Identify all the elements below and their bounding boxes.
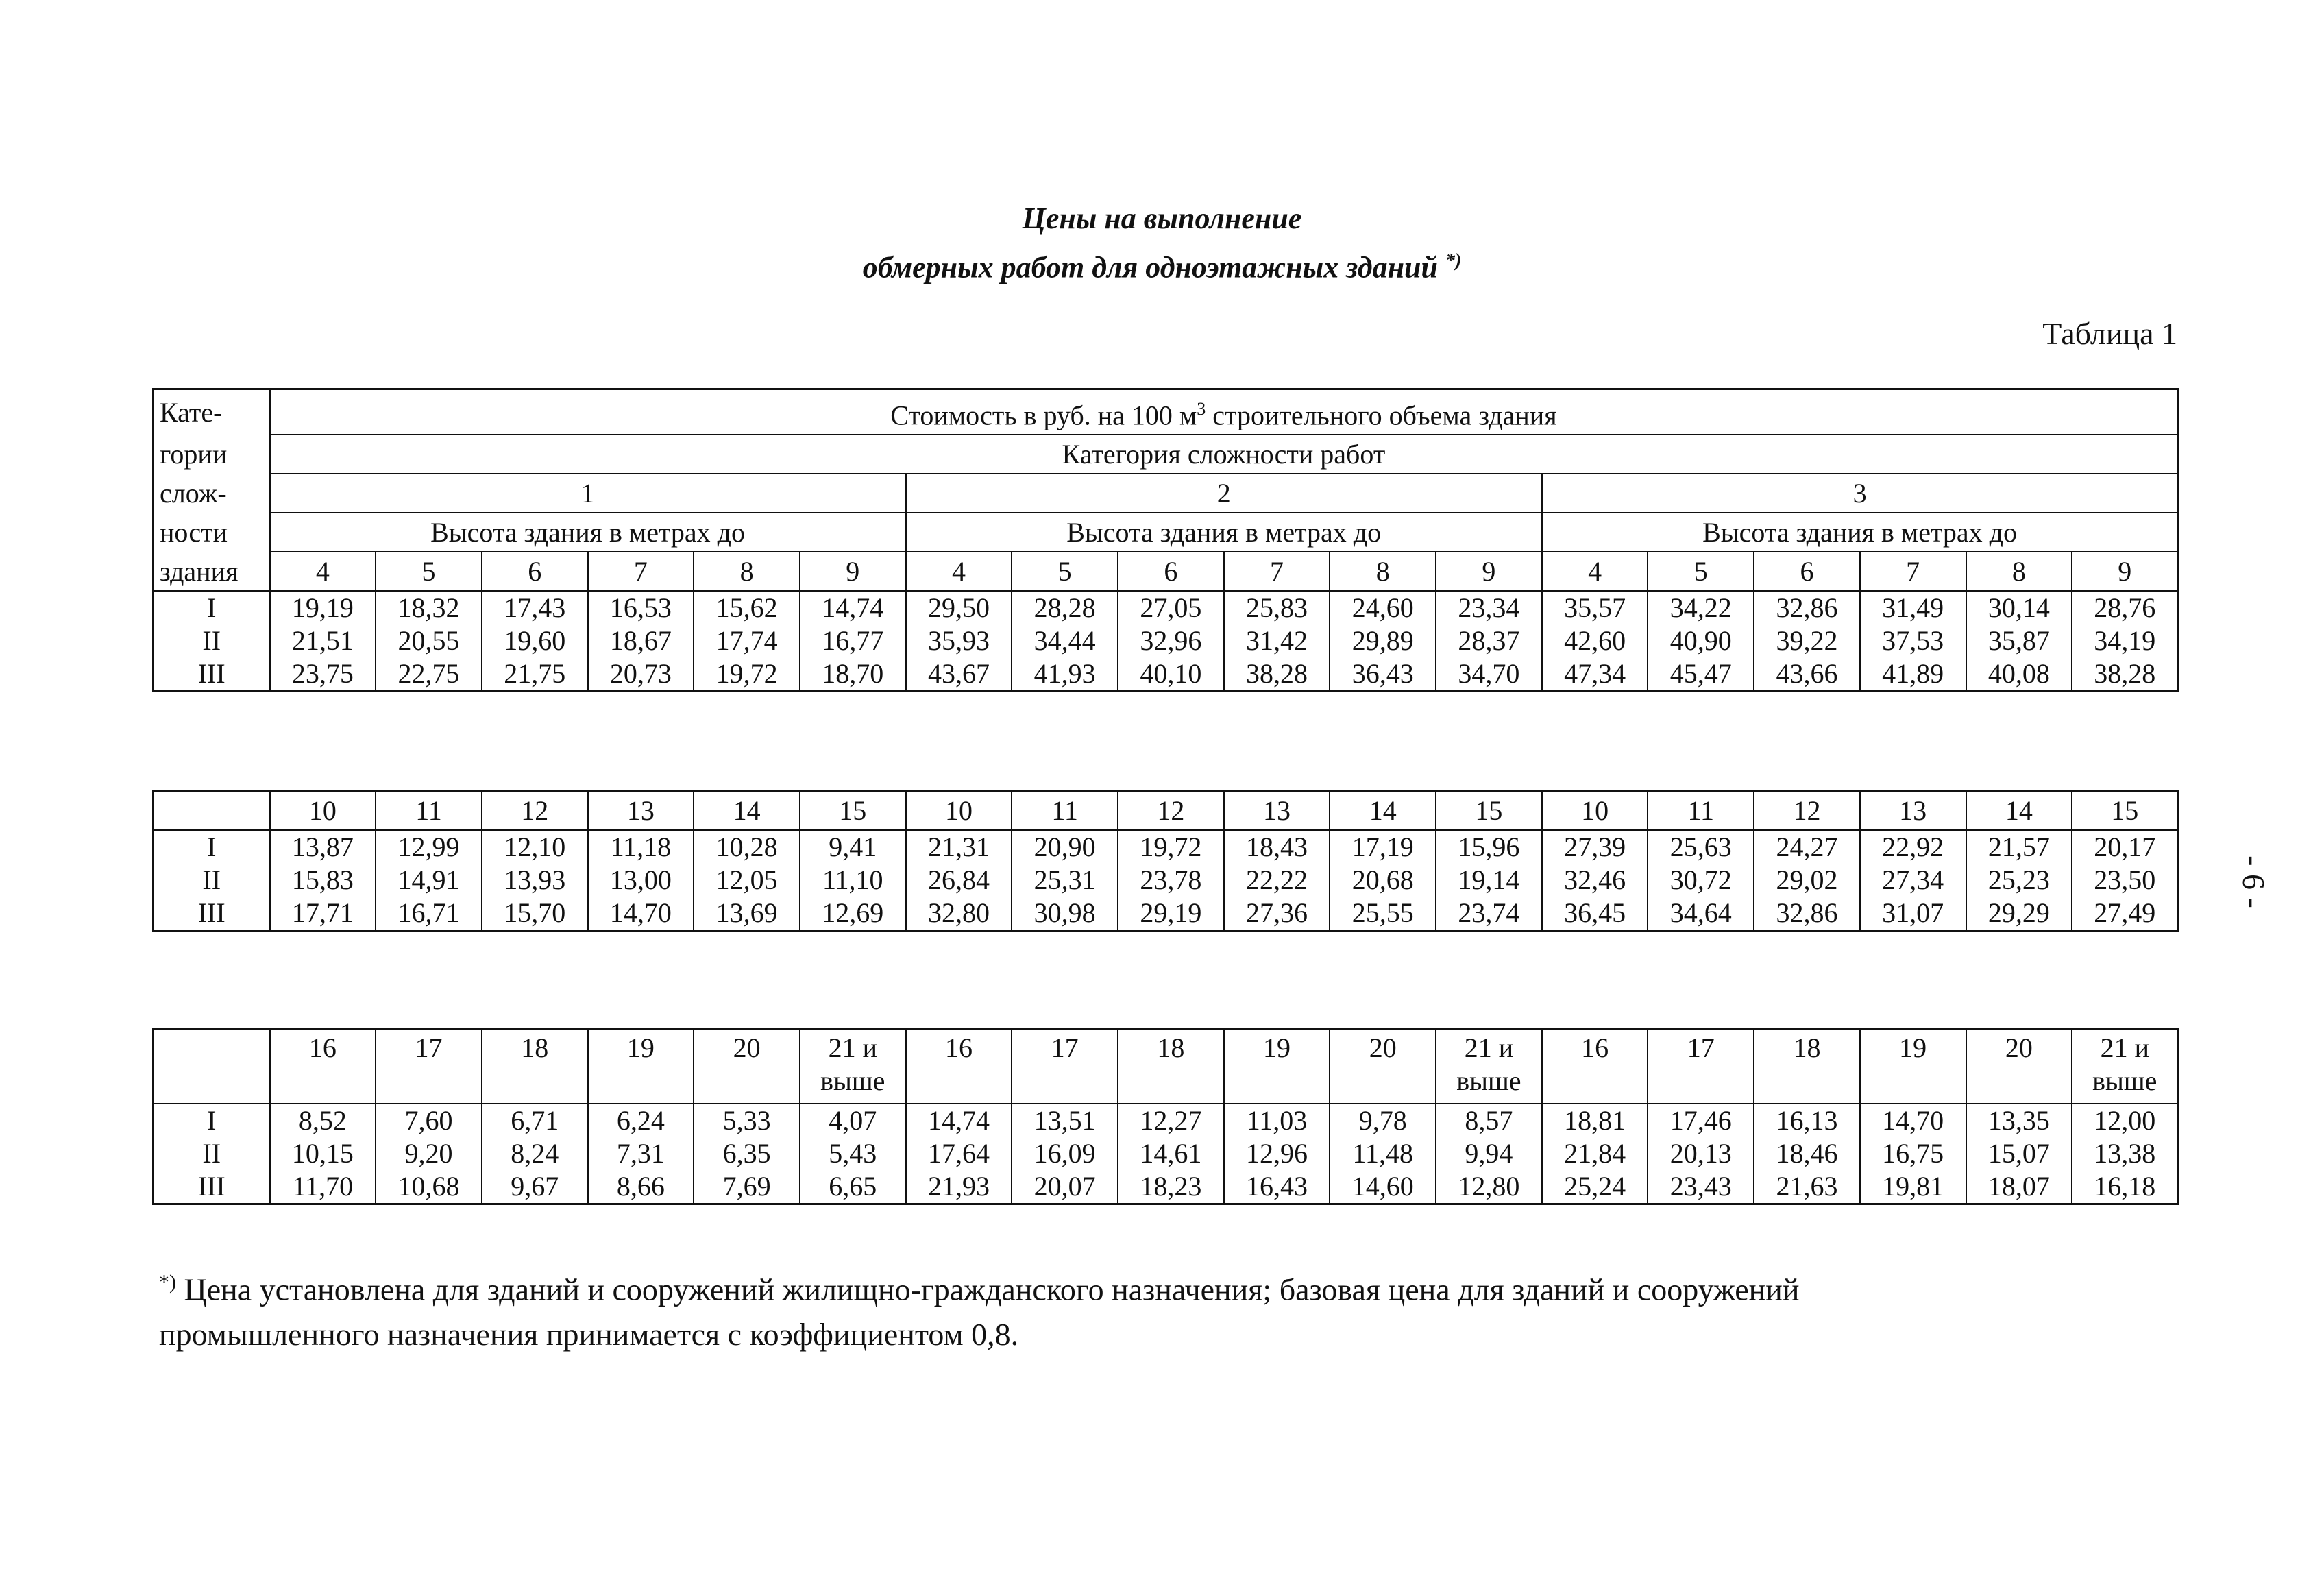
price-cell: 23,74 bbox=[1436, 897, 1542, 931]
complexity-group-3: 3 bbox=[1542, 474, 2178, 513]
price-cell: 19,14 bbox=[1436, 864, 1542, 897]
price-cell: 29,19 bbox=[1118, 897, 1224, 931]
height-header: 18 bbox=[1754, 1030, 1860, 1104]
footnote-mark: *) bbox=[159, 1271, 176, 1294]
price-cell: 9,20 bbox=[376, 1137, 482, 1170]
price-cell: 17,43 bbox=[482, 591, 588, 624]
height-header: 17 bbox=[376, 1030, 482, 1104]
table-row bbox=[154, 624, 2178, 657]
price-cell: 34,70 bbox=[1436, 657, 1542, 692]
price-cell: 12,99 bbox=[376, 830, 482, 864]
empty-corner-cell bbox=[154, 791, 270, 831]
price-cell: 15,07 bbox=[1966, 1137, 2072, 1170]
height-header: 21 и выше bbox=[1436, 1030, 1542, 1104]
row-category: III bbox=[154, 897, 270, 931]
price-cell: 13,35 bbox=[1966, 1104, 2072, 1137]
price-cell: 8,57 bbox=[1436, 1104, 1542, 1137]
price-cell: 21,93 bbox=[906, 1170, 1012, 1204]
price-cell: 21,75 bbox=[482, 657, 588, 692]
price-table-heights-16-21 bbox=[152, 1028, 2179, 1205]
price-cell: 9,67 bbox=[482, 1170, 588, 1204]
price-cell: 12,05 bbox=[694, 864, 800, 897]
price-cell: 27,49 bbox=[2072, 897, 2178, 931]
price-cell: 30,72 bbox=[1648, 864, 1754, 897]
price-cell: 18,07 bbox=[1966, 1170, 2072, 1204]
price-cell: 9,78 bbox=[1330, 1104, 1436, 1137]
price-cell: 28,28 bbox=[1012, 591, 1118, 624]
height-header: 16 bbox=[1542, 1030, 1648, 1104]
price-cell: 18,67 bbox=[588, 624, 694, 657]
price-cell: 27,34 bbox=[1860, 864, 1966, 897]
price-cell: 18,70 bbox=[800, 657, 906, 692]
price-cell: 16,43 bbox=[1224, 1170, 1330, 1204]
height-header: 14 bbox=[1330, 791, 1436, 831]
height-header: 11 bbox=[1012, 791, 1118, 831]
price-cell: 30,98 bbox=[1012, 897, 1118, 931]
height-header: 6 bbox=[1754, 552, 1860, 591]
price-cell: 27,36 bbox=[1224, 897, 1330, 931]
price-cell: 12,69 bbox=[800, 897, 906, 931]
price-cell: 23,43 bbox=[1648, 1170, 1754, 1204]
price-cell: 43,66 bbox=[1754, 657, 1860, 692]
table-row bbox=[154, 1137, 2178, 1170]
price-cell: 17,46 bbox=[1648, 1104, 1754, 1137]
height-header: 9 bbox=[2072, 552, 2178, 591]
table-row bbox=[154, 657, 2178, 692]
price-cell: 21,84 bbox=[1542, 1137, 1648, 1170]
height-header: 15 bbox=[1436, 791, 1542, 831]
height-header: 10 bbox=[270, 791, 376, 831]
price-cell: 18,46 bbox=[1754, 1137, 1860, 1170]
price-cell: 7,60 bbox=[376, 1104, 482, 1137]
table-row bbox=[154, 1104, 2178, 1137]
price-cell: 20,13 bbox=[1648, 1137, 1754, 1170]
price-table-heights-10-15 bbox=[152, 790, 2179, 932]
price-cell: 31,42 bbox=[1224, 624, 1330, 657]
price-cell: 15,83 bbox=[270, 864, 376, 897]
price-cell: 11,18 bbox=[588, 830, 694, 864]
price-cell: 30,14 bbox=[1966, 591, 2072, 624]
height-header: 11 bbox=[1648, 791, 1754, 831]
height-header: 10 bbox=[906, 791, 1012, 831]
price-cell: 6,24 bbox=[588, 1104, 694, 1137]
height-header: 13 bbox=[1224, 791, 1330, 831]
price-cell: 6,65 bbox=[800, 1170, 906, 1204]
category-header-line2: гории bbox=[154, 435, 270, 474]
price-cell: 16,71 bbox=[376, 897, 482, 931]
height-header: 20 bbox=[1330, 1030, 1436, 1104]
price-cell: 23,34 bbox=[1436, 591, 1542, 624]
price-cell: 18,23 bbox=[1118, 1170, 1224, 1204]
table-row bbox=[154, 591, 2178, 624]
height-header: 6 bbox=[482, 552, 588, 591]
height-header: 12 bbox=[482, 791, 588, 831]
price-cell: 20,90 bbox=[1012, 830, 1118, 864]
footnote bbox=[159, 1260, 2181, 1357]
height-header: 21 и выше bbox=[2072, 1030, 2178, 1104]
price-cell: 14,74 bbox=[906, 1104, 1012, 1137]
price-cell: 12,96 bbox=[1224, 1137, 1330, 1170]
price-cell: 38,28 bbox=[1224, 657, 1330, 692]
table-row bbox=[154, 864, 2178, 897]
price-cell: 5,43 bbox=[800, 1137, 906, 1170]
price-cell: 47,34 bbox=[1542, 657, 1648, 692]
page-title-line2 bbox=[0, 241, 2324, 288]
price-cell: 26,84 bbox=[906, 864, 1012, 897]
price-cell: 32,86 bbox=[1754, 591, 1860, 624]
price-cell: 32,80 bbox=[906, 897, 1012, 931]
price-cell: 21,51 bbox=[270, 624, 376, 657]
price-cell: 34,19 bbox=[2072, 624, 2178, 657]
price-cell: 15,62 bbox=[694, 591, 800, 624]
height-header: 19 bbox=[1860, 1030, 1966, 1104]
price-cell: 27,05 bbox=[1118, 591, 1224, 624]
price-cell: 6,71 bbox=[482, 1104, 588, 1137]
height-header: 6 bbox=[1118, 552, 1224, 591]
price-cell: 16,13 bbox=[1754, 1104, 1860, 1137]
height-header: 15 bbox=[2072, 791, 2178, 831]
price-cell: 29,29 bbox=[1966, 897, 2072, 931]
height-label-group-2: Высота здания в метрах до bbox=[906, 513, 1542, 552]
price-cell: 25,24 bbox=[1542, 1170, 1648, 1204]
price-cell: 19,19 bbox=[270, 591, 376, 624]
price-cell: 13,87 bbox=[270, 830, 376, 864]
price-cell: 28,76 bbox=[2072, 591, 2178, 624]
price-cell: 25,55 bbox=[1330, 897, 1436, 931]
price-cell: 12,80 bbox=[1436, 1170, 1542, 1204]
complexity-header: Категория сложности работ bbox=[270, 435, 2178, 474]
price-cell: 8,66 bbox=[588, 1170, 694, 1204]
price-cell: 11,03 bbox=[1224, 1104, 1330, 1137]
price-cell: 8,24 bbox=[482, 1137, 588, 1170]
row-category: I bbox=[154, 1104, 270, 1137]
height-header: 16 bbox=[906, 1030, 1012, 1104]
price-cell: 18,32 bbox=[376, 591, 482, 624]
price-cell: 13,38 bbox=[2072, 1137, 2178, 1170]
price-cell: 22,22 bbox=[1224, 864, 1330, 897]
table-label: Таблица 1 bbox=[2042, 316, 2177, 351]
price-cell: 8,52 bbox=[270, 1104, 376, 1137]
price-cell: 31,49 bbox=[1860, 591, 1966, 624]
price-cell: 19,72 bbox=[694, 657, 800, 692]
height-header: 5 bbox=[1012, 552, 1118, 591]
category-header-line1: Кате- bbox=[154, 389, 270, 435]
price-cell: 23,75 bbox=[270, 657, 376, 692]
price-cell: 15,70 bbox=[482, 897, 588, 931]
cost-title-tail: строительного объема здания bbox=[1206, 400, 1557, 431]
height-header: 18 bbox=[1118, 1030, 1224, 1104]
price-cell: 22,92 bbox=[1860, 830, 1966, 864]
price-cell: 16,18 bbox=[2072, 1170, 2178, 1204]
page-title-line1: Цены на выполнение bbox=[1022, 202, 1302, 235]
price-cell: 20,55 bbox=[376, 624, 482, 657]
price-cell: 19,72 bbox=[1118, 830, 1224, 864]
complexity-group-1: 1 bbox=[270, 474, 906, 513]
price-cell: 29,89 bbox=[1330, 624, 1436, 657]
price-cell: 20,73 bbox=[588, 657, 694, 692]
price-cell: 7,69 bbox=[694, 1170, 800, 1204]
price-cell: 24,27 bbox=[1754, 830, 1860, 864]
row-category: II bbox=[154, 1137, 270, 1170]
price-cell: 45,47 bbox=[1648, 657, 1754, 692]
row-category: I bbox=[154, 591, 270, 624]
price-cell: 21,31 bbox=[906, 830, 1012, 864]
price-cell: 14,91 bbox=[376, 864, 482, 897]
height-header: 18 bbox=[482, 1030, 588, 1104]
price-cell: 11,10 bbox=[800, 864, 906, 897]
price-cell: 31,07 bbox=[1860, 897, 1966, 931]
height-header: 10 bbox=[1542, 791, 1648, 831]
price-cell: 10,15 bbox=[270, 1137, 376, 1170]
height-header: 12 bbox=[1754, 791, 1860, 831]
price-cell: 39,22 bbox=[1754, 624, 1860, 657]
price-cell: 11,70 bbox=[270, 1170, 376, 1204]
price-cell: 10,28 bbox=[694, 830, 800, 864]
height-header: 13 bbox=[588, 791, 694, 831]
price-cell: 27,39 bbox=[1542, 830, 1648, 864]
height-header: 20 bbox=[694, 1030, 800, 1104]
height-header: 5 bbox=[1648, 552, 1754, 591]
price-cell: 32,86 bbox=[1754, 897, 1860, 931]
price-cell: 34,22 bbox=[1648, 591, 1754, 624]
table-row bbox=[154, 830, 2178, 864]
footnote-line2: промышленного назначения принимается с коэффициентом 0,8. bbox=[159, 1317, 1019, 1352]
height-header: 17 bbox=[1012, 1030, 1118, 1104]
price-cell: 40,10 bbox=[1118, 657, 1224, 692]
price-cell: 40,90 bbox=[1648, 624, 1754, 657]
category-header-line5: здания bbox=[154, 552, 270, 591]
price-cell: 41,93 bbox=[1012, 657, 1118, 692]
price-cell: 23,50 bbox=[2072, 864, 2178, 897]
height-header: 7 bbox=[1860, 552, 1966, 591]
row-category: III bbox=[154, 657, 270, 692]
price-cell: 13,69 bbox=[694, 897, 800, 931]
price-cell: 32,96 bbox=[1118, 624, 1224, 657]
height-header: 9 bbox=[800, 552, 906, 591]
price-cell: 14,74 bbox=[800, 591, 906, 624]
price-cell: 12,27 bbox=[1118, 1104, 1224, 1137]
table2-header-row bbox=[154, 791, 2178, 831]
height-header: 11 bbox=[376, 791, 482, 831]
price-cell: 40,08 bbox=[1966, 657, 2072, 692]
table3-header-row bbox=[154, 1030, 2178, 1104]
price-cell: 35,93 bbox=[906, 624, 1012, 657]
height-header: 8 bbox=[1966, 552, 2072, 591]
price-cell: 34,44 bbox=[1012, 624, 1118, 657]
price-cell: 41,89 bbox=[1860, 657, 1966, 692]
row-category: I bbox=[154, 830, 270, 864]
price-cell: 7,31 bbox=[588, 1137, 694, 1170]
price-cell: 17,19 bbox=[1330, 830, 1436, 864]
price-cell: 35,57 bbox=[1542, 591, 1648, 624]
price-cell: 12,00 bbox=[2072, 1104, 2178, 1137]
height-header: 4 bbox=[270, 552, 376, 591]
height-header: 20 bbox=[1966, 1030, 2072, 1104]
category-header-line3: слож- bbox=[154, 474, 270, 513]
price-cell: 21,63 bbox=[1754, 1170, 1860, 1204]
height-label-group-3: Высота здания в метрах до bbox=[1542, 513, 2178, 552]
price-cell: 16,75 bbox=[1860, 1137, 1966, 1170]
price-cell: 17,64 bbox=[906, 1137, 1012, 1170]
row-category: III bbox=[154, 1170, 270, 1204]
price-cell: 38,28 bbox=[2072, 657, 2178, 692]
table3-body bbox=[154, 1104, 2178, 1204]
price-cell: 20,17 bbox=[2072, 830, 2178, 864]
price-cell: 24,60 bbox=[1330, 591, 1436, 624]
table-row bbox=[154, 1170, 2178, 1204]
price-cell: 11,48 bbox=[1330, 1137, 1436, 1170]
price-cell: 14,61 bbox=[1118, 1137, 1224, 1170]
price-cell: 17,74 bbox=[694, 624, 800, 657]
price-cell: 20,68 bbox=[1330, 864, 1436, 897]
price-cell: 6,35 bbox=[694, 1137, 800, 1170]
price-cell: 13,93 bbox=[482, 864, 588, 897]
height-header: 19 bbox=[588, 1030, 694, 1104]
price-cell: 37,53 bbox=[1860, 624, 1966, 657]
height-header: 8 bbox=[694, 552, 800, 591]
price-cell: 25,83 bbox=[1224, 591, 1330, 624]
height-header: 16 bbox=[270, 1030, 376, 1104]
height-header: 7 bbox=[1224, 552, 1330, 591]
height-header: 21 и выше bbox=[800, 1030, 906, 1104]
price-cell: 14,70 bbox=[1860, 1104, 1966, 1137]
price-cell: 28,37 bbox=[1436, 624, 1542, 657]
price-cell: 35,87 bbox=[1966, 624, 2072, 657]
page-number: - 6 - bbox=[2236, 855, 2271, 908]
empty-corner-cell bbox=[154, 1030, 270, 1104]
price-cell: 5,33 bbox=[694, 1104, 800, 1137]
price-cell: 18,81 bbox=[1542, 1104, 1648, 1137]
height-header: 15 bbox=[800, 791, 906, 831]
price-cell: 43,67 bbox=[906, 657, 1012, 692]
price-cell: 14,70 bbox=[588, 897, 694, 931]
table1-body bbox=[154, 591, 2178, 692]
price-cell: 19,81 bbox=[1860, 1170, 1966, 1204]
price-cell: 22,75 bbox=[376, 657, 482, 692]
height-header: 14 bbox=[694, 791, 800, 831]
title-footnote-mark: *) bbox=[1445, 250, 1462, 271]
price-cell: 16,77 bbox=[800, 624, 906, 657]
cost-title-text: Стоимость в руб. на 100 м bbox=[890, 400, 1197, 431]
complexity-group-2: 2 bbox=[906, 474, 1542, 513]
price-cell: 16,09 bbox=[1012, 1137, 1118, 1170]
price-cell: 18,43 bbox=[1224, 830, 1330, 864]
price-cell: 9,94 bbox=[1436, 1137, 1542, 1170]
cost-title bbox=[270, 389, 2178, 435]
price-cell: 19,60 bbox=[482, 624, 588, 657]
row-category: II bbox=[154, 624, 270, 657]
height-header: 9 bbox=[1436, 552, 1542, 591]
price-cell: 16,53 bbox=[588, 591, 694, 624]
height-header: 4 bbox=[906, 552, 1012, 591]
price-cell: 10,68 bbox=[376, 1170, 482, 1204]
height-header: 12 bbox=[1118, 791, 1224, 831]
price-cell: 25,63 bbox=[1648, 830, 1754, 864]
category-header-line4: ности bbox=[154, 513, 270, 552]
height-header: 19 bbox=[1224, 1030, 1330, 1104]
price-cell: 4,07 bbox=[800, 1104, 906, 1137]
price-cell: 32,46 bbox=[1542, 864, 1648, 897]
table2-body bbox=[154, 830, 2178, 931]
page-title-text: обмерных работ для одноэтажных зданий bbox=[862, 250, 1438, 284]
price-cell: 34,64 bbox=[1648, 897, 1754, 931]
price-cell: 36,43 bbox=[1330, 657, 1436, 692]
price-cell: 23,78 bbox=[1118, 864, 1224, 897]
price-cell: 21,57 bbox=[1966, 830, 2072, 864]
height-label-group-1: Высота здания в метрах до bbox=[270, 513, 906, 552]
height-header: 14 bbox=[1966, 791, 2072, 831]
footnote-line1: Цена установлена для зданий и сооружений жилищно-гражданского назначения; базовая цена для зданий и сооружений bbox=[176, 1272, 1800, 1307]
price-cell: 17,71 bbox=[270, 897, 376, 931]
price-cell: 29,02 bbox=[1754, 864, 1860, 897]
height-header: 13 bbox=[1860, 791, 1966, 831]
table-row bbox=[154, 897, 2178, 931]
height-header: 17 bbox=[1648, 1030, 1754, 1104]
height-header: 4 bbox=[1542, 552, 1648, 591]
row-category: II bbox=[154, 864, 270, 897]
price-cell: 25,31 bbox=[1012, 864, 1118, 897]
height-header: 5 bbox=[376, 552, 482, 591]
price-cell: 29,50 bbox=[906, 591, 1012, 624]
price-cell: 25,23 bbox=[1966, 864, 2072, 897]
price-cell: 36,45 bbox=[1542, 897, 1648, 931]
height-header: 7 bbox=[588, 552, 694, 591]
price-cell: 15,96 bbox=[1436, 830, 1542, 864]
price-cell: 42,60 bbox=[1542, 624, 1648, 657]
price-table-heights-4-9 bbox=[152, 388, 2179, 692]
price-cell: 9,41 bbox=[800, 830, 906, 864]
cost-title-sup: 3 bbox=[1197, 399, 1206, 419]
price-cell: 14,60 bbox=[1330, 1170, 1436, 1204]
price-cell: 12,10 bbox=[482, 830, 588, 864]
price-cell: 13,51 bbox=[1012, 1104, 1118, 1137]
price-cell: 20,07 bbox=[1012, 1170, 1118, 1204]
price-cell: 13,00 bbox=[588, 864, 694, 897]
height-header: 8 bbox=[1330, 552, 1436, 591]
